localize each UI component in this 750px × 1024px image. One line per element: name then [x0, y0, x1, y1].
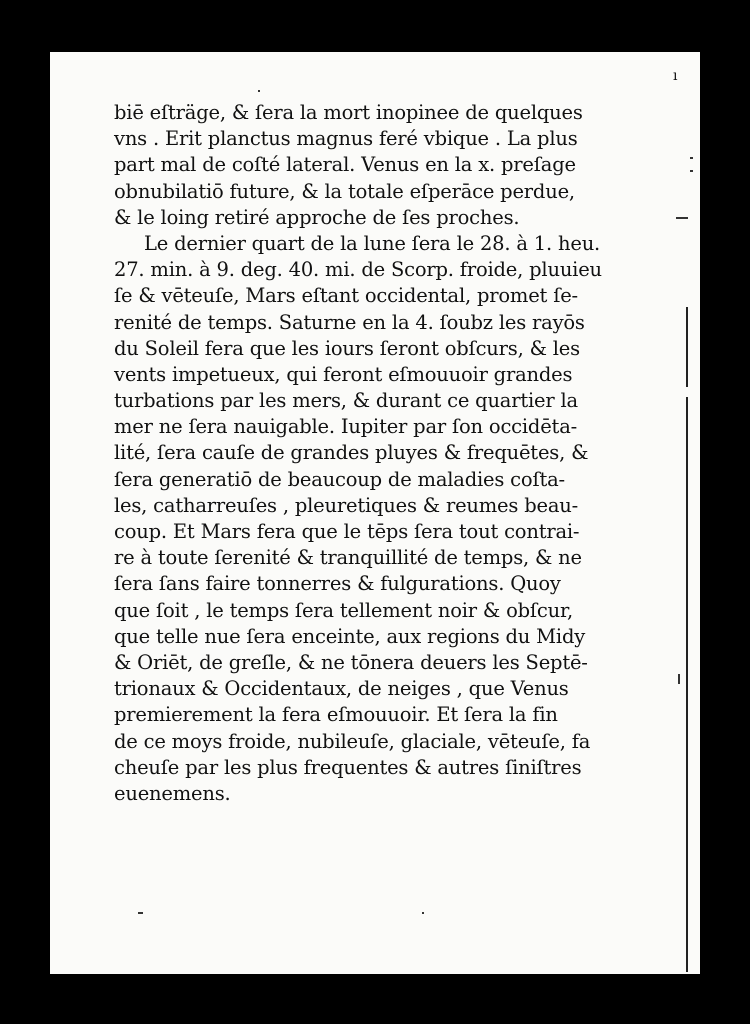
- scan-speck: [678, 674, 680, 684]
- text-line: Le dernier quart de la lune ſera le 28. à 1. heu.: [144, 231, 601, 255]
- text-line: ſera generatiō de beaucoup de maladies coſta-: [114, 467, 565, 491]
- text-line: trionaux & Occidentaux, de neiges , que Venus: [114, 677, 569, 701]
- text-line: ſera ſans faire tonnerres & fulgurations. Quoy: [114, 572, 561, 596]
- scan-speck: [258, 90, 260, 92]
- scan-speck: [422, 912, 424, 914]
- text-line: vents impetueux, qui feront eſmouuoir grandes: [114, 362, 573, 386]
- text-line: vns . Erit planctus magnus feré vbique . La plus: [114, 127, 578, 151]
- text-line: renité de temps. Saturne en la 4. ſoubz les rayōs: [114, 310, 585, 334]
- folio-mark: ı: [673, 68, 678, 84]
- scan-speck: [690, 157, 693, 159]
- text-line: euenemens.: [114, 781, 231, 805]
- text-line: mer ne ſera nauigable. Iupiter par ſon occidēta-: [114, 415, 578, 439]
- text-line: ſe & vēteuſe, Mars eſtant occidental, promet ſe-: [114, 284, 578, 308]
- margin-rule: [686, 397, 688, 972]
- text-line: les, catharreuſes , pleuretiques & reumes beau-: [114, 493, 578, 517]
- text-line: du Soleil fera que les iours ſeront obſcurs, & les: [114, 336, 580, 360]
- text-line: part mal de coſté lateral. Venus en la x. preſage: [114, 153, 576, 177]
- text-line: de ce moys froide, nubileuſe, glaciale, vēteuſe, fa: [114, 729, 591, 753]
- text-line: coup. Et Mars fera que le tēps ſera tout contrai-: [114, 520, 580, 543]
- book-page: [50, 52, 700, 974]
- scan-speck: [690, 170, 693, 172]
- text-line: que telle nue ſera enceinte, aux regions du Midy: [114, 624, 586, 648]
- text-line: & le loing retiré approche de ſes proches.: [114, 205, 520, 229]
- text-line: obnubilatiō future, & la totale eſperāce perdue,: [114, 179, 575, 203]
- text-line: que ſoit , le temps ſera tellement noir & obſcur,: [114, 598, 573, 622]
- text-line: turbations par les mers, & durant ce quartier la: [114, 389, 578, 413]
- scan-speck: [138, 912, 143, 914]
- text-line: 27. min. à 9. deg. 40. mi. de Scorp. froide, pluuieu: [114, 258, 602, 282]
- text-line: lité, ſera cauſe de grandes pluyes & frequētes, &: [114, 441, 589, 465]
- text-line: re à toute ſerenité & tranquillité de temps, & ne: [114, 546, 582, 570]
- text-line: & Oriēt, de greſle, & ne tōnera deuers les Septē-: [114, 650, 588, 674]
- text-line: biē eſträge, & ſera la mort inopinee de quelques: [114, 101, 583, 124]
- text-block: [114, 100, 634, 807]
- text-line: premierement la fera eſmouuoir. Et ſera la fin: [114, 703, 558, 727]
- margin-rule: [686, 307, 688, 387]
- text-line: cheuſe par les plus frequentes & autres ſiniſtres: [114, 755, 582, 779]
- scan-speck: [676, 217, 688, 219]
